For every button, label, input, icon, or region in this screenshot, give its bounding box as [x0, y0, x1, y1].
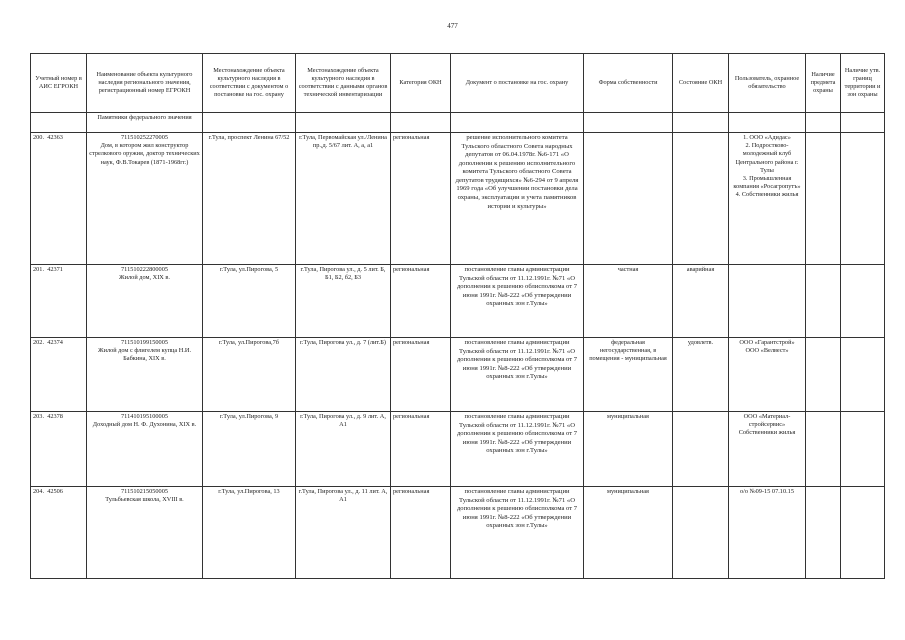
- row-subject: [806, 133, 841, 265]
- row-subject: [806, 487, 841, 579]
- user-item: ООО «Велвест»: [745, 347, 789, 355]
- row-id-cell: [31, 487, 87, 579]
- row-ownership: частная: [584, 265, 673, 338]
- user-item: ООО «Гарантстрой»: [739, 339, 795, 346]
- row-loc-tech: г.Тула, Пирогова ул., д. 11 лит. А, А1: [296, 487, 391, 579]
- row-name: Жилой дом с флигелем купца Н.И. Бабкина, XIX в.: [97, 347, 192, 363]
- row-borders: [841, 338, 885, 412]
- row-users: [729, 265, 806, 338]
- row-ais-id: 42378: [47, 413, 63, 420]
- row-ownership: федеральная негосударственная, в помещения - муниципальная: [584, 338, 673, 412]
- row-users: [729, 338, 806, 412]
- row-reg-number: 711510215050005: [121, 488, 168, 495]
- row-borders: [841, 265, 885, 338]
- row-name: Дом, в котором жил конструктор стрелкового оружия, доктор технических наук, Ф.В.Токарев (1871-1968гг.): [89, 142, 200, 166]
- row-reg-number: 711510222800005: [121, 266, 168, 273]
- row-loc-tech: г.Тула, Первомайская ул./Ленина пр.,д. 5/67 лит. А, а, а1: [296, 133, 391, 265]
- col-header-category: Категория ОКН: [391, 54, 451, 113]
- row-ais-id: 42371: [47, 266, 63, 273]
- col-header-name: Наименование объекта культурного наследия регионального значения, регистрационный номер ЕГРОКН: [87, 54, 203, 113]
- row-users: [729, 412, 806, 487]
- user-item: 4. Собственники жилья: [735, 191, 799, 199]
- col-header-ownership: Форма собственности: [584, 54, 673, 113]
- row-borders: [841, 487, 885, 579]
- row-id-cell: [31, 412, 87, 487]
- row-document: постановление главы администрации Тульской области от 11.12.1991г. №71 «О дополнении к решению облисполкома от 7 июня 1991г. №8-222 «Об утверждении охранных зон г.Тулы»: [451, 338, 584, 412]
- user-item: о/о №09-15 07.10.15: [740, 488, 794, 495]
- row-loc-tech: г.Тула, Пирогова ул., д. 9 лит. А, А1: [296, 412, 391, 487]
- user-item: 2. Подростково-молодежный клуб Центрального района г. Тулы: [735, 142, 799, 174]
- row-name-cell: [87, 265, 203, 338]
- row-number: 200.: [33, 134, 45, 141]
- subheader-label: Памятники федерального значения: [87, 113, 203, 133]
- user-item: 3. Промышленная компания «Росагропутъ»: [733, 174, 801, 191]
- table-row: [31, 133, 885, 265]
- row-ais-id: 42506: [47, 488, 63, 495]
- table-row: [31, 265, 885, 338]
- row-loc-doc: г.Тула, проспект Ленина 67/52: [203, 133, 296, 265]
- row-ownership: муниципальная: [584, 487, 673, 579]
- row-loc-doc: г.Тула, ул.Пирогова,7б: [203, 338, 296, 412]
- row-name-cell: [87, 412, 203, 487]
- row-document: постановление главы администрации Тульской области от 11.12.1991г. №71 «О дополнении к решению облисполкома от 7 июня 1991г. №8-222 «Об утверждении охранных зон г.Тулы»: [451, 412, 584, 487]
- row-users: [729, 487, 806, 579]
- row-loc-tech: г.Тула, Пирогова ул., д. 7 (лит.Б): [296, 338, 391, 412]
- row-id-cell: [31, 133, 87, 265]
- row-ais-id: 42374: [47, 339, 63, 346]
- row-category: региональная: [391, 133, 451, 265]
- col-header-document: Документ о постановке на гос. охрану: [451, 54, 584, 113]
- row-category: региональная: [391, 338, 451, 412]
- table-row: [31, 338, 885, 412]
- row-name: Жилой дом, XIX в.: [119, 274, 170, 282]
- row-state: удовлетв.: [673, 338, 729, 412]
- row-subject: [806, 338, 841, 412]
- row-category: региональная: [391, 265, 451, 338]
- row-document: решение исполнительного комитета Тульского областного Совета народных депутатов от 06.04.1978г. №6-171 «О дополнении к решению исполнительного комитета Тульского областного Совета депутатов трудящихся» №6-294 от 9 апреля 1969 года «Об улучшении постановки дела охраны, эксплуатации и учета памятников истории и культуры»: [451, 133, 584, 265]
- row-category: региональная: [391, 412, 451, 487]
- row-state: [673, 412, 729, 487]
- row-number: 201.: [33, 266, 45, 273]
- row-borders: [841, 412, 885, 487]
- row-id-cell: [31, 265, 87, 338]
- table-row: [31, 487, 885, 579]
- row-number: 203.: [33, 413, 45, 420]
- col-header-loc-doc: Местонахождение объекта культурного наследия в соответствии с документом о постановке на гос. охрану: [203, 54, 296, 113]
- row-loc-doc: г.Тула, ул.Пирогова, 5: [203, 265, 296, 338]
- row-state: аварийная: [673, 265, 729, 338]
- row-reg-number: 711410195100005: [121, 413, 168, 420]
- row-id-cell: [31, 338, 87, 412]
- row-number: 204.: [33, 488, 45, 495]
- subheader-row: [31, 113, 885, 133]
- table-row: [31, 412, 885, 487]
- row-reg-number: 711510199150005: [121, 339, 168, 346]
- row-subject: [806, 265, 841, 338]
- page-number: 477: [447, 22, 458, 30]
- row-name-cell: [87, 133, 203, 265]
- col-header-id: Учетный номер в АИС ЕГРОКН: [31, 54, 87, 113]
- col-header-loc-tech: Местонахождение объекта культурного наследия в соответствии с данными органов технической инвентаризации: [296, 54, 391, 113]
- row-borders: [841, 133, 885, 265]
- row-loc-tech: г.Тула, Пирогова ул., д. 5 лит. Б, Б1, Б2, б2, Б3: [296, 265, 391, 338]
- row-ais-id: 42363: [47, 134, 63, 141]
- row-document: постановление главы администрации Тульской области от 11.12.1991г. №71 «О дополнении к решению облисполкома от 7 июня 1991г. №8-222 «Об утверждении охранных зон г.Тулы»: [451, 265, 584, 338]
- row-ownership: муниципальная: [584, 412, 673, 487]
- col-header-state: Состояние ОКН: [673, 54, 729, 113]
- row-ownership: [584, 133, 673, 265]
- row-loc-doc: г.Тула, ул.Пирогова, 9: [203, 412, 296, 487]
- row-state: [673, 487, 729, 579]
- user-item: Собственники жилья: [738, 429, 796, 437]
- header-row: [31, 54, 885, 113]
- row-name-cell: [87, 338, 203, 412]
- col-header-subject: Наличие предмета охраны: [806, 54, 841, 113]
- user-item: ООО «Материал-стройсервис»: [743, 413, 791, 429]
- row-document: постановление главы администрации Тульской области от 11.12.1991г. №71 «О дополнении к решению облисполкома от 7 июня 1991г. №8-222 «Об утверждении охранных зон г.Тулы»: [451, 487, 584, 579]
- row-reg-number: 711510252270005: [121, 134, 168, 141]
- row-subject: [806, 412, 841, 487]
- col-header-borders: Наличие утв. границ территории и зон охраны: [841, 54, 885, 113]
- row-name: Доходный дом Н. Ф. Духонина, XIX в.: [92, 421, 197, 429]
- user-item: 1. ООО «Адидас»: [743, 134, 791, 141]
- row-state: [673, 133, 729, 265]
- row-loc-doc: г.Тула, ул.Пирогова, 13: [203, 487, 296, 579]
- row-name-cell: [87, 487, 203, 579]
- col-header-users: Пользователь, охранное обязательство: [729, 54, 806, 113]
- row-category: региональная: [391, 487, 451, 579]
- heritage-register-table: [30, 53, 885, 579]
- row-users: [729, 133, 806, 265]
- row-name: Тульбьевская школа, XVIII в.: [105, 496, 184, 504]
- row-number: 202.: [33, 339, 45, 346]
